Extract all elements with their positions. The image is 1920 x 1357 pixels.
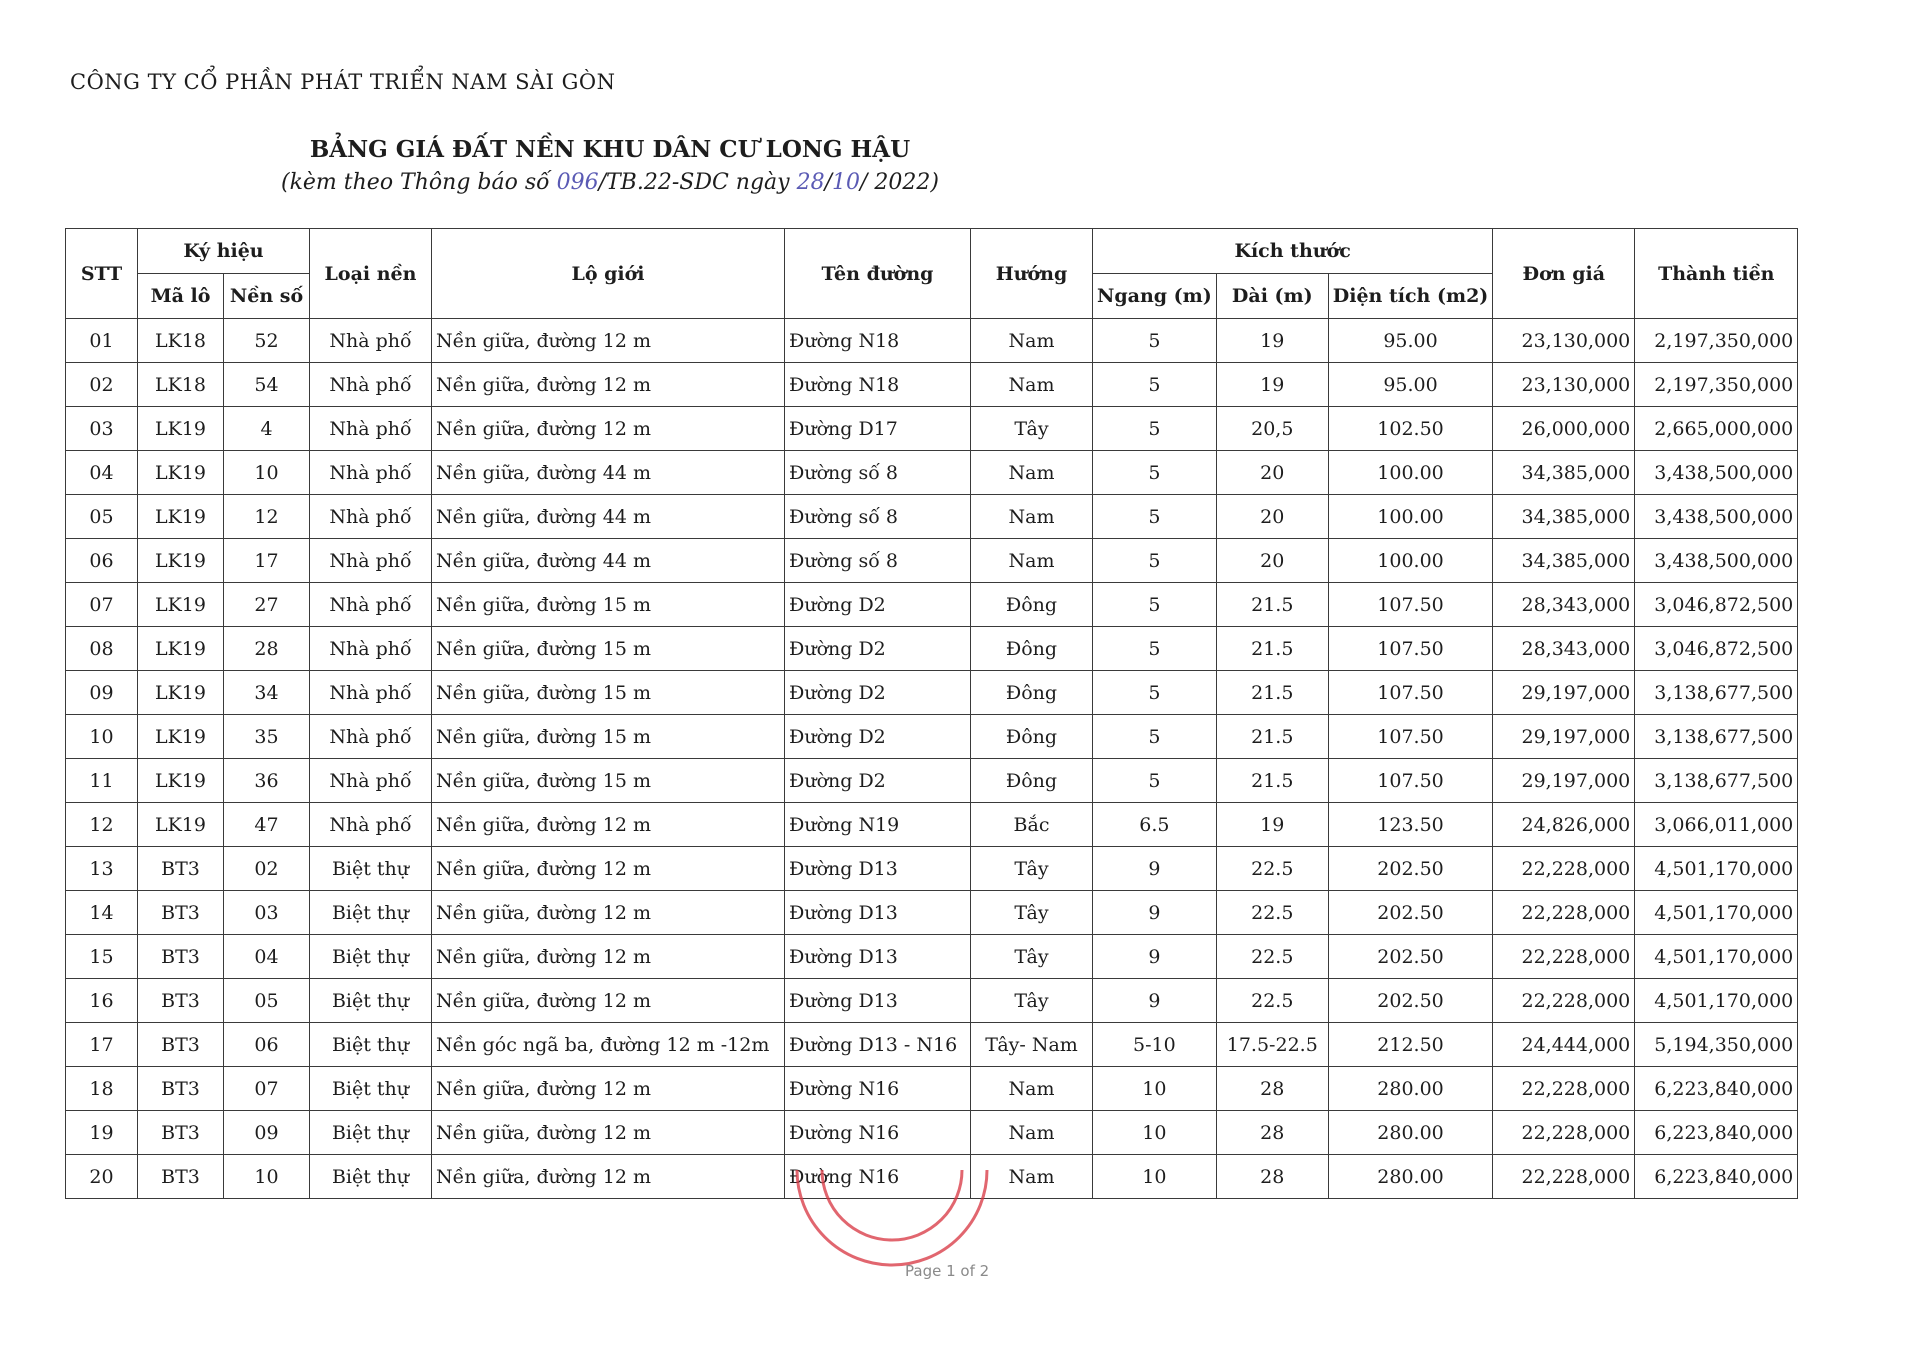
cell-loai-nen: Nhà phố <box>310 363 432 407</box>
cell-ngang: 5 <box>1093 715 1217 759</box>
cell-loai-nen: Nhà phố <box>310 671 432 715</box>
cell-ma-lo: BT3 <box>138 1023 224 1067</box>
cell-ten-duong: Đường D2 <box>785 715 971 759</box>
cell-dien-tich: 100.00 <box>1328 451 1493 495</box>
cell-don-gia: 22,228,000 <box>1493 847 1635 891</box>
cell-dai: 17.5-22.5 <box>1216 1023 1328 1067</box>
cell-huong: Đông <box>971 671 1093 715</box>
page-number: Page 1 of 2 <box>905 1262 990 1280</box>
cell-ngang: 10 <box>1093 1067 1217 1111</box>
cell-stt: 07 <box>66 583 138 627</box>
cell-loai-nen: Biệt thự <box>310 891 432 935</box>
cell-stt: 14 <box>66 891 138 935</box>
cell-lo-gioi: Nền giữa, đường 12 m <box>432 891 785 935</box>
cell-dien-tich: 100.00 <box>1328 495 1493 539</box>
cell-stt: 11 <box>66 759 138 803</box>
cell-lo-gioi: Nền giữa, đường 15 m <box>432 583 785 627</box>
cell-ngang: 5 <box>1093 407 1217 451</box>
cell-don-gia: 22,228,000 <box>1493 1111 1635 1155</box>
cell-ngang: 9 <box>1093 979 1217 1023</box>
cell-ma-lo: LK19 <box>138 715 224 759</box>
cell-ma-lo: LK19 <box>138 671 224 715</box>
cell-huong: Tây <box>971 935 1093 979</box>
cell-dai: 20,5 <box>1216 407 1328 451</box>
cell-thanh-tien: 2,665,000,000 <box>1635 407 1798 451</box>
cell-ten-duong: Đường số 8 <box>785 451 971 495</box>
price-table <box>65 228 1798 1199</box>
header-stt: STT <box>66 229 138 319</box>
cell-dien-tich: 280.00 <box>1328 1067 1493 1111</box>
cell-nen-so: 09 <box>224 1111 310 1155</box>
cell-stt: 09 <box>66 671 138 715</box>
cell-ngang: 5 <box>1093 539 1217 583</box>
table-row <box>66 627 1798 671</box>
cell-don-gia: 29,197,000 <box>1493 715 1635 759</box>
cell-huong: Tây <box>971 847 1093 891</box>
cell-lo-gioi: Nền giữa, đường 12 m <box>432 935 785 979</box>
cell-ngang: 5 <box>1093 363 1217 407</box>
cell-ma-lo: LK19 <box>138 407 224 451</box>
cell-huong: Nam <box>971 451 1093 495</box>
header-don-gia: Đơn giá <box>1493 229 1635 319</box>
cell-ngang: 5 <box>1093 627 1217 671</box>
cell-ten-duong: Đường D13 <box>785 935 971 979</box>
cell-dai: 28 <box>1216 1155 1328 1199</box>
cell-loai-nen: Nhà phố <box>310 451 432 495</box>
subtitle-prefix: (kèm theo Thông báo số <box>281 170 557 195</box>
cell-nen-so: 28 <box>224 627 310 671</box>
cell-dien-tich: 123.50 <box>1328 803 1493 847</box>
cell-stt: 17 <box>66 1023 138 1067</box>
table-row <box>66 407 1798 451</box>
cell-lo-gioi: Nền giữa, đường 44 m <box>432 495 785 539</box>
cell-dai: 28 <box>1216 1067 1328 1111</box>
cell-dien-tich: 100.00 <box>1328 539 1493 583</box>
cell-ma-lo: LK19 <box>138 759 224 803</box>
cell-nen-so: 05 <box>224 979 310 1023</box>
cell-ten-duong: Đường N16 <box>785 1111 971 1155</box>
cell-thanh-tien: 3,046,872,500 <box>1635 627 1798 671</box>
subtitle-sep: / <box>824 170 832 195</box>
cell-dien-tich: 107.50 <box>1328 759 1493 803</box>
cell-thanh-tien: 6,223,840,000 <box>1635 1111 1798 1155</box>
table-row <box>66 1023 1798 1067</box>
cell-don-gia: 23,130,000 <box>1493 363 1635 407</box>
cell-ngang: 5 <box>1093 495 1217 539</box>
header-ky-hieu: Ký hiệu <box>138 229 310 274</box>
cell-dien-tich: 107.50 <box>1328 627 1493 671</box>
subtitle-middle: /TB.22-SDC ngày <box>598 170 797 195</box>
cell-don-gia: 22,228,000 <box>1493 979 1635 1023</box>
cell-dai: 21.5 <box>1216 759 1328 803</box>
cell-don-gia: 34,385,000 <box>1493 495 1635 539</box>
cell-ngang: 5 <box>1093 759 1217 803</box>
cell-stt: 08 <box>66 627 138 671</box>
cell-lo-gioi: Nền giữa, đường 44 m <box>432 451 785 495</box>
cell-stt: 15 <box>66 935 138 979</box>
cell-dai: 19 <box>1216 363 1328 407</box>
cell-ma-lo: BT3 <box>138 979 224 1023</box>
cell-lo-gioi: Nền giữa, đường 44 m <box>432 539 785 583</box>
cell-lo-gioi: Nền giữa, đường 12 m <box>432 363 785 407</box>
cell-dai: 28 <box>1216 1111 1328 1155</box>
cell-dien-tich: 202.50 <box>1328 979 1493 1023</box>
cell-thanh-tien: 3,438,500,000 <box>1635 451 1798 495</box>
cell-ngang: 9 <box>1093 847 1217 891</box>
cell-nen-so: 54 <box>224 363 310 407</box>
cell-don-gia: 23,130,000 <box>1493 319 1635 363</box>
cell-stt: 12 <box>66 803 138 847</box>
cell-don-gia: 29,197,000 <box>1493 759 1635 803</box>
cell-ten-duong: Đường D2 <box>785 671 971 715</box>
cell-dai: 21.5 <box>1216 627 1328 671</box>
header-nen-so: Nền số <box>224 274 310 319</box>
cell-stt: 16 <box>66 979 138 1023</box>
cell-ma-lo: LK19 <box>138 803 224 847</box>
cell-loai-nen: Nhà phố <box>310 803 432 847</box>
cell-thanh-tien: 6,223,840,000 <box>1635 1067 1798 1111</box>
cell-lo-gioi: Nền giữa, đường 15 m <box>432 715 785 759</box>
cell-stt: 02 <box>66 363 138 407</box>
cell-nen-so: 34 <box>224 671 310 715</box>
cell-thanh-tien: 4,501,170,000 <box>1635 935 1798 979</box>
cell-nen-so: 4 <box>224 407 310 451</box>
cell-thanh-tien: 3,138,677,500 <box>1635 671 1798 715</box>
cell-ten-duong: Đường D13 <box>785 891 971 935</box>
cell-don-gia: 22,228,000 <box>1493 1067 1635 1111</box>
cell-don-gia: 24,444,000 <box>1493 1023 1635 1067</box>
table-row <box>66 671 1798 715</box>
cell-huong: Đông <box>971 715 1093 759</box>
cell-huong: Nam <box>971 363 1093 407</box>
cell-nen-so: 10 <box>224 1155 310 1199</box>
cell-ten-duong: Đường D13 <box>785 979 971 1023</box>
cell-nen-so: 35 <box>224 715 310 759</box>
cell-thanh-tien: 2,197,350,000 <box>1635 319 1798 363</box>
cell-ma-lo: LK19 <box>138 539 224 583</box>
cell-nen-so: 06 <box>224 1023 310 1067</box>
cell-nen-so: 52 <box>224 319 310 363</box>
cell-huong: Tây- Nam <box>971 1023 1093 1067</box>
notice-day: 28 <box>796 170 825 195</box>
cell-thanh-tien: 6,223,840,000 <box>1635 1155 1798 1199</box>
cell-don-gia: 34,385,000 <box>1493 539 1635 583</box>
header-ten-duong: Tên đường <box>785 229 971 319</box>
cell-ten-duong: Đường N16 <box>785 1067 971 1111</box>
cell-huong: Tây <box>971 407 1093 451</box>
cell-don-gia: 34,385,000 <box>1493 451 1635 495</box>
cell-loai-nen: Nhà phố <box>310 539 432 583</box>
cell-ten-duong: Đường N19 <box>785 803 971 847</box>
cell-don-gia: 22,228,000 <box>1493 935 1635 979</box>
cell-ten-duong: Đường N18 <box>785 319 971 363</box>
table-row <box>66 803 1798 847</box>
cell-don-gia: 22,228,000 <box>1493 891 1635 935</box>
cell-ten-duong: Đường D13 <box>785 847 971 891</box>
cell-lo-gioi: Nền góc ngã ba, đường 12 m -12m <box>432 1023 785 1067</box>
cell-dien-tich: 212.50 <box>1328 1023 1493 1067</box>
cell-loai-nen: Biệt thự <box>310 847 432 891</box>
header-dien-tich: Diện tích (m2) <box>1328 274 1493 319</box>
cell-dai: 21.5 <box>1216 715 1328 759</box>
cell-ngang: 10 <box>1093 1155 1217 1199</box>
cell-nen-so: 03 <box>224 891 310 935</box>
cell-dai: 19 <box>1216 803 1328 847</box>
cell-don-gia: 29,197,000 <box>1493 671 1635 715</box>
table-row <box>66 583 1798 627</box>
cell-dien-tich: 107.50 <box>1328 583 1493 627</box>
cell-stt: 18 <box>66 1067 138 1111</box>
cell-nen-so: 02 <box>224 847 310 891</box>
cell-loai-nen: Nhà phố <box>310 495 432 539</box>
cell-ma-lo: BT3 <box>138 935 224 979</box>
cell-ma-lo: BT3 <box>138 1111 224 1155</box>
cell-nen-so: 27 <box>224 583 310 627</box>
cell-ngang: 5 <box>1093 451 1217 495</box>
notice-number: 096 <box>556 170 599 195</box>
table-row <box>66 891 1798 935</box>
header-huong: Hướng <box>971 229 1093 319</box>
cell-dien-tich: 280.00 <box>1328 1155 1493 1199</box>
cell-ngang: 5 <box>1093 671 1217 715</box>
cell-thanh-tien: 3,046,872,500 <box>1635 583 1798 627</box>
cell-ma-lo: LK19 <box>138 583 224 627</box>
header-ma-lo: Mã lô <box>138 274 224 319</box>
table-row <box>66 1155 1798 1199</box>
cell-dien-tich: 107.50 <box>1328 715 1493 759</box>
cell-lo-gioi: Nền giữa, đường 15 m <box>432 759 785 803</box>
cell-dai: 22.5 <box>1216 979 1328 1023</box>
cell-ten-duong: Đường D2 <box>785 627 971 671</box>
header-ngang: Ngang (m) <box>1093 274 1217 319</box>
cell-ma-lo: LK19 <box>138 495 224 539</box>
cell-nen-so: 07 <box>224 1067 310 1111</box>
cell-ten-duong: Đường D13 - N16 <box>785 1023 971 1067</box>
cell-ma-lo: LK18 <box>138 363 224 407</box>
cell-dien-tich: 102.50 <box>1328 407 1493 451</box>
cell-loai-nen: Biệt thự <box>310 1155 432 1199</box>
cell-dien-tich: 107.50 <box>1328 671 1493 715</box>
header-kich-thuoc: Kích thước <box>1093 229 1493 274</box>
cell-stt: 03 <box>66 407 138 451</box>
cell-loai-nen: Nhà phố <box>310 627 432 671</box>
table-row <box>66 715 1798 759</box>
cell-stt: 04 <box>66 451 138 495</box>
cell-thanh-tien: 3,138,677,500 <box>1635 759 1798 803</box>
cell-nen-so: 47 <box>224 803 310 847</box>
cell-thanh-tien: 3,438,500,000 <box>1635 495 1798 539</box>
cell-lo-gioi: Nền giữa, đường 15 m <box>432 627 785 671</box>
table-row <box>66 979 1798 1023</box>
cell-dien-tich: 95.00 <box>1328 363 1493 407</box>
cell-stt: 10 <box>66 715 138 759</box>
cell-ngang: 5-10 <box>1093 1023 1217 1067</box>
document-subtitle <box>0 170 1220 195</box>
cell-huong: Đông <box>971 759 1093 803</box>
cell-huong: Đông <box>971 583 1093 627</box>
cell-ma-lo: BT3 <box>138 891 224 935</box>
cell-dien-tich: 95.00 <box>1328 319 1493 363</box>
cell-dai: 22.5 <box>1216 935 1328 979</box>
cell-loai-nen: Nhà phố <box>310 319 432 363</box>
header-thanh-tien: Thành tiền <box>1635 229 1798 319</box>
cell-huong: Nam <box>971 539 1093 583</box>
cell-nen-so: 12 <box>224 495 310 539</box>
cell-nen-so: 10 <box>224 451 310 495</box>
cell-loai-nen: Biệt thự <box>310 1023 432 1067</box>
cell-don-gia: 26,000,000 <box>1493 407 1635 451</box>
cell-ten-duong: Đường số 8 <box>785 539 971 583</box>
cell-stt: 01 <box>66 319 138 363</box>
notice-month: 10 <box>832 170 860 195</box>
header-dai: Dài (m) <box>1216 274 1328 319</box>
cell-stt: 20 <box>66 1155 138 1199</box>
table-row <box>66 363 1798 407</box>
cell-stt: 13 <box>66 847 138 891</box>
table-row <box>66 1111 1798 1155</box>
table-row <box>66 495 1798 539</box>
cell-ma-lo: LK19 <box>138 451 224 495</box>
cell-loai-nen: Nhà phố <box>310 583 432 627</box>
table-body <box>66 319 1798 1199</box>
cell-loai-nen: Biệt thự <box>310 1067 432 1111</box>
cell-lo-gioi: Nền giữa, đường 12 m <box>432 1067 785 1111</box>
cell-ma-lo: BT3 <box>138 847 224 891</box>
cell-thanh-tien: 3,138,677,500 <box>1635 715 1798 759</box>
cell-stt: 19 <box>66 1111 138 1155</box>
cell-loai-nen: Biệt thự <box>310 979 432 1023</box>
table-row <box>66 319 1798 363</box>
cell-dai: 21.5 <box>1216 583 1328 627</box>
cell-lo-gioi: Nền giữa, đường 12 m <box>432 1111 785 1155</box>
table-row <box>66 451 1798 495</box>
cell-dai: 20 <box>1216 495 1328 539</box>
cell-huong: Nam <box>971 1155 1093 1199</box>
header-loai-nen: Loại nền <box>310 229 432 319</box>
cell-nen-so: 04 <box>224 935 310 979</box>
cell-dai: 22.5 <box>1216 847 1328 891</box>
cell-thanh-tien: 5,194,350,000 <box>1635 1023 1798 1067</box>
cell-stt: 05 <box>66 495 138 539</box>
cell-loai-nen: Biệt thự <box>310 935 432 979</box>
cell-loai-nen: Nhà phố <box>310 759 432 803</box>
cell-lo-gioi: Nền giữa, đường 12 m <box>432 407 785 451</box>
header-lo-gioi: Lộ giới <box>432 229 785 319</box>
cell-don-gia: 28,343,000 <box>1493 583 1635 627</box>
cell-ngang: 5 <box>1093 319 1217 363</box>
subtitle-suffix: / 2022) <box>860 170 939 195</box>
table-row <box>66 759 1798 803</box>
cell-dien-tich: 202.50 <box>1328 847 1493 891</box>
cell-ngang: 6.5 <box>1093 803 1217 847</box>
cell-lo-gioi: Nền giữa, đường 12 m <box>432 979 785 1023</box>
cell-nen-so: 17 <box>224 539 310 583</box>
cell-dai: 20 <box>1216 451 1328 495</box>
cell-don-gia: 28,343,000 <box>1493 627 1635 671</box>
company-name: CÔNG TY CỔ PHẦN PHÁT TRIỂN NAM SÀI GÒN <box>70 70 616 94</box>
cell-huong: Tây <box>971 979 1093 1023</box>
table-row <box>66 847 1798 891</box>
cell-thanh-tien: 4,501,170,000 <box>1635 847 1798 891</box>
cell-ngang: 9 <box>1093 891 1217 935</box>
table-row <box>66 1067 1798 1111</box>
cell-dai: 19 <box>1216 319 1328 363</box>
document-title: BẢNG GIÁ ĐẤT NỀN KHU DÂN CƯ LONG HẬU <box>309 136 911 163</box>
cell-huong: Nam <box>971 319 1093 363</box>
cell-ma-lo: LK18 <box>138 319 224 363</box>
cell-lo-gioi: Nền giữa, đường 15 m <box>432 671 785 715</box>
cell-ten-duong: Đường D17 <box>785 407 971 451</box>
cell-thanh-tien: 4,501,170,000 <box>1635 891 1798 935</box>
cell-loai-nen: Nhà phố <box>310 407 432 451</box>
cell-ma-lo: BT3 <box>138 1067 224 1111</box>
cell-ten-duong: Đường số 8 <box>785 495 971 539</box>
cell-lo-gioi: Nền giữa, đường 12 m <box>432 1155 785 1199</box>
cell-don-gia: 22,228,000 <box>1493 1155 1635 1199</box>
cell-loai-nen: Nhà phố <box>310 715 432 759</box>
cell-huong: Đông <box>971 627 1093 671</box>
table-row <box>66 539 1798 583</box>
cell-ngang: 9 <box>1093 935 1217 979</box>
cell-lo-gioi: Nền giữa, đường 12 m <box>432 319 785 363</box>
cell-don-gia: 24,826,000 <box>1493 803 1635 847</box>
cell-lo-gioi: Nền giữa, đường 12 m <box>432 847 785 891</box>
cell-dien-tich: 202.50 <box>1328 891 1493 935</box>
cell-ten-duong: Đường N16 <box>785 1155 971 1199</box>
cell-huong: Nam <box>971 1111 1093 1155</box>
table-row <box>66 935 1798 979</box>
cell-ten-duong: Đường N18 <box>785 363 971 407</box>
cell-thanh-tien: 3,438,500,000 <box>1635 539 1798 583</box>
cell-dai: 20 <box>1216 539 1328 583</box>
table-header <box>66 229 1798 319</box>
cell-ma-lo: LK19 <box>138 627 224 671</box>
cell-ngang: 10 <box>1093 1111 1217 1155</box>
cell-dien-tich: 202.50 <box>1328 935 1493 979</box>
cell-ngang: 5 <box>1093 583 1217 627</box>
cell-ma-lo: BT3 <box>138 1155 224 1199</box>
cell-thanh-tien: 3,066,011,000 <box>1635 803 1798 847</box>
cell-ten-duong: Đường D2 <box>785 759 971 803</box>
cell-thanh-tien: 2,197,350,000 <box>1635 363 1798 407</box>
cell-dien-tich: 280.00 <box>1328 1111 1493 1155</box>
cell-thanh-tien: 4,501,170,000 <box>1635 979 1798 1023</box>
cell-huong: Nam <box>971 495 1093 539</box>
cell-huong: Bắc <box>971 803 1093 847</box>
cell-dai: 21.5 <box>1216 671 1328 715</box>
cell-stt: 06 <box>66 539 138 583</box>
cell-lo-gioi: Nền giữa, đường 12 m <box>432 803 785 847</box>
cell-dai: 22.5 <box>1216 891 1328 935</box>
cell-ten-duong: Đường D2 <box>785 583 971 627</box>
cell-huong: Nam <box>971 1067 1093 1111</box>
cell-huong: Tây <box>971 891 1093 935</box>
cell-nen-so: 36 <box>224 759 310 803</box>
cell-loai-nen: Biệt thự <box>310 1111 432 1155</box>
